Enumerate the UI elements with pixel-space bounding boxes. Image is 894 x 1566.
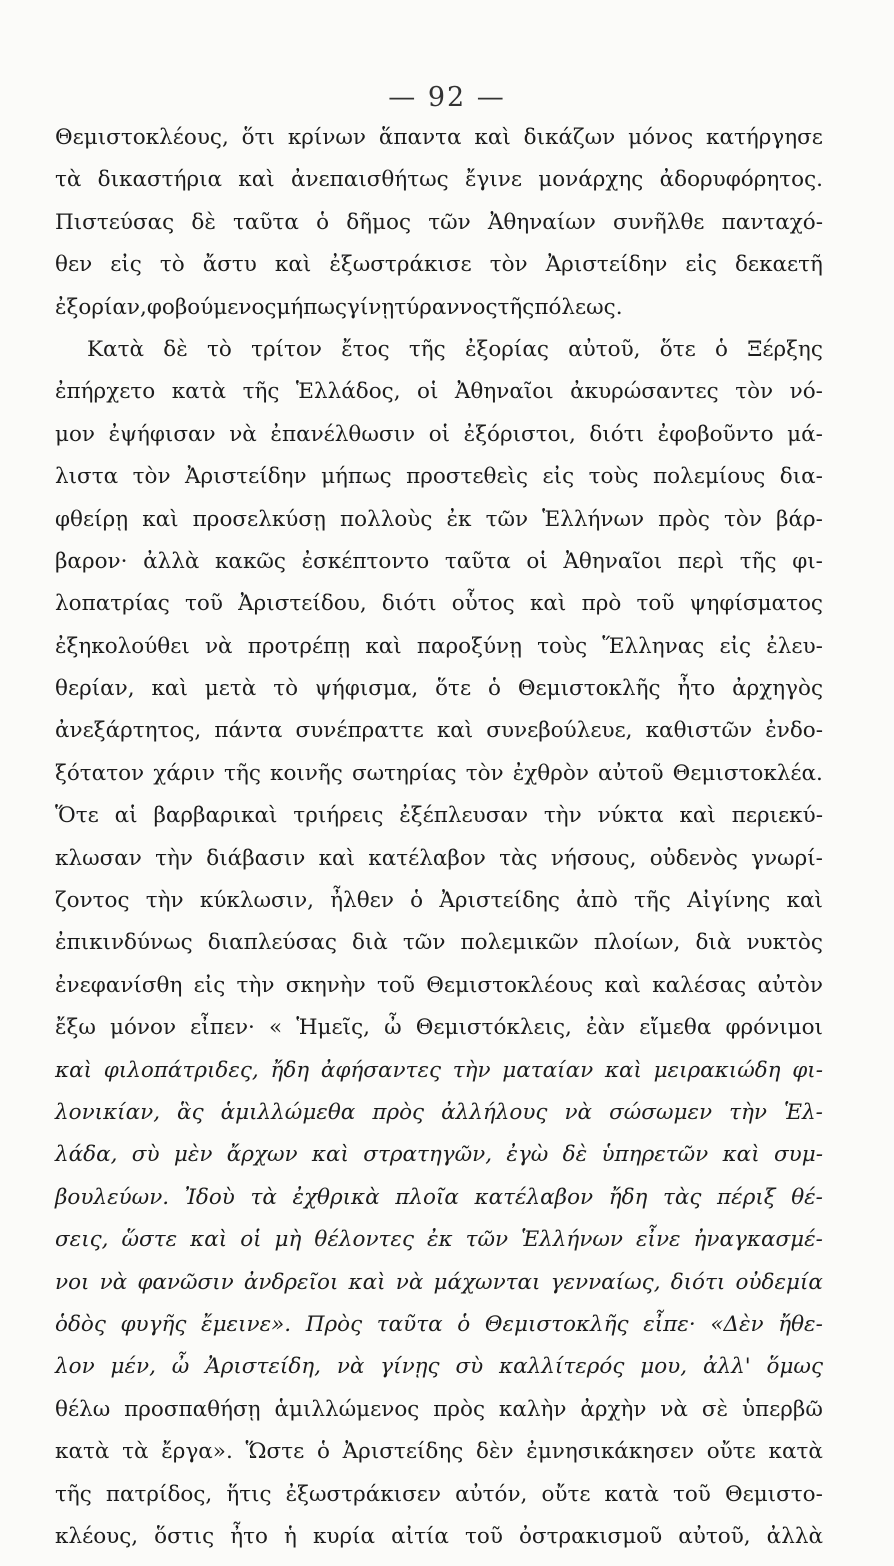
text-line: καὶ φιλοπάτριδες, ἤδη ἀφήσαντες τὴν ματαίαν καὶ μειρακιώδη φι-	[55, 1057, 823, 1083]
text-line: ἐνεφανίσθη εἰς τὴν σκηνὴν τοῦ Θεμιστοκλέους καὶ καλέσας αὐτὸν	[55, 972, 823, 998]
text-line: θέλω προσπαθήσῃ ἁμιλλώμενος πρὸς καλὴν ἀρχὴν νὰ σὲ ὑπερβῶ	[55, 1396, 823, 1422]
text-line: φθείρῃ καὶ προσελκύσῃ πολλοὺς ἐκ τῶν Ἑλλήνων πρὸς τὸν βάρ-	[55, 506, 823, 532]
text-line: ὁδὸς φυγῆς ἔμεινε». Πρὸς ταῦτα ὁ Θεμιστοκλῆς εἶπε· «Δὲν ἤθε-	[55, 1311, 823, 1337]
text-line: Θεμιστοκλέους, ὅτι κρίνων ἅπαντα καὶ δικάζων μόνος κατήργησε	[55, 125, 823, 150]
text-line: ἀνεξάρτητος, πάντα συνέπραττε καὶ συνεβούλευε, καθιστῶν ἐνδο-	[55, 718, 823, 744]
text-line: ἐπήρχετο κατὰ τῆς Ἑλλάδος, οἱ Ἀθηναῖοι ἀκυρώσαντες τὸν νό-	[55, 379, 823, 405]
text-line: θερίαν, καὶ μετὰ τὸ ψήφισμα, ὅτε ὁ Θεμιστοκλῆς ἦτο ἀρχηγὸς	[55, 676, 823, 702]
text-line: Ὅτε αἱ βαρβαρικαὶ τριήρεις ἐξέπλευσαν τὴν νύκτα καὶ περιεκύ-	[55, 803, 823, 829]
text-line: σεις, ὥστε καὶ οἱ μὴ θέλοντες ἐκ τῶν Ἑλλήνων εἶνε ἠναγκασμέ-	[55, 1227, 823, 1253]
text-line: κλέους, ὅστις ἦτο ἡ κυρία αἰτία τοῦ ὀστρακισμοῦ αὐτοῦ, ἀλλὰ	[55, 1523, 823, 1549]
text-line: βαρον· ἀλλὰ κακῶς ἐσκέπτοντο ταῦτα οἱ Ἀθηναῖοι περὶ τῆς φι-	[55, 548, 823, 574]
text-line: ἐπικινδύνως διαπλεύσας διὰ τῶν πολεμικῶν πλοίων, διὰ νυκτὸς	[55, 930, 823, 956]
text-line: λονικίαν, ἃς ἁμιλλώμεθα πρὸς ἀλλήλους νὰ σώσωμεν τὴν Ἑλ-	[55, 1099, 823, 1125]
text-line: ξότατον χάριν τῆς κοινῆς σωτηρίας τὸν ἐχθρὸν αὐτοῦ Θεμιστοκλέα.	[55, 760, 823, 786]
text-line: ἐξορίαν, φοβούμενος μήπως γίνῃ τύραννος τῆς πόλεως.	[55, 294, 623, 320]
text-line: θεν εἰς τὸ ἄστυ καὶ ἐξωστράκισε τὸν Ἀριστείδην εἰς δεκαετῆ	[55, 252, 823, 278]
page-number: — 92 —	[388, 82, 506, 113]
text-line: λιστα τὸν Ἀριστείδην μήπως προστεθεὶς εἰς τοὺς πολεμίους δια-	[55, 464, 823, 490]
text-line: λοπατρίας τοῦ Ἀριστείδου, διότι οὗτος καὶ πρὸ τοῦ ψηφίσματος	[55, 591, 823, 617]
text-line: Κατὰ δὲ τὸ τρίτον ἔτος τῆς ἐξορίας αὐτοῦ, ὅτε ὁ Ξέρξης	[87, 336, 823, 362]
text-line: τὰ δικαστήρια καὶ ἀνεπαισθήτως ἔγινε μονάρχης ἀδορυφόρητος.	[55, 167, 823, 193]
text-line: ἔξω μόνον εἶπεν· « Ἡμεῖς, ὦ Θεμιστόκλεις, ἐὰν εἴμεθα φρόνιμοι	[55, 1015, 823, 1041]
text-line: Πιστεύσας δὲ ταῦτα ὁ δῆμος τῶν Ἀθηναίων συνῆλθε πανταχό-	[55, 209, 823, 235]
text-line: νοι νὰ φανῶσιν ἀνδρεῖοι καὶ νὰ μάχωνται γενναίως, διότι οὐδεμία	[55, 1269, 823, 1295]
body-text	[55, 125, 823, 1566]
text-line: ζοντος τὴν κύκλωσιν, ἦλθεν ὁ Ἀριστείδης ἀπὸ τῆς Αἰγίνης καὶ	[55, 888, 823, 914]
text-line: κλωσαν τὴν διάβασιν καὶ κατέλαβον τὰς νήσους, οὐδενὸς γνωρί-	[55, 845, 823, 871]
text-line: ἐξηκολούθει νὰ προτρέπῃ καὶ παροξύνῃ τοὺς Ἕλληνας εἰς ἐλευ-	[55, 633, 823, 659]
text-line: λον μέν, ὦ Ἀριστείδη, νὰ γίνῃς σὺ καλλίτερός μου, ἀλλ' ὅμως	[55, 1354, 823, 1380]
text-line: λάδα, σὺ μὲν ἄρχων καὶ στρατηγῶν, ἐγὼ δὲ ὑπηρετῶν καὶ συμ-	[55, 1142, 823, 1168]
text-line: κατὰ τὰ ἔργα». Ὥστε ὁ Ἀριστείδης δὲν ἐμνησικάκησεν οὔτε κατὰ	[55, 1439, 823, 1465]
text-line: βουλεύων. Ἰδοὺ τὰ ἐχθρικὰ πλοῖα κατέλαβον ἤδη τὰς πέριξ θέ-	[55, 1184, 823, 1210]
text-line: μον ἐψήφισαν νὰ ἐπανέλθωσιν οἱ ἐξόριστοι, διότι ἐφοβοῦντο μά-	[55, 421, 823, 447]
text-line: τῆς πατρίδος, ἥτις ἐξωστράκισεν αὐτόν, οὔτε κατὰ τοῦ Θεμιστο-	[55, 1481, 823, 1507]
